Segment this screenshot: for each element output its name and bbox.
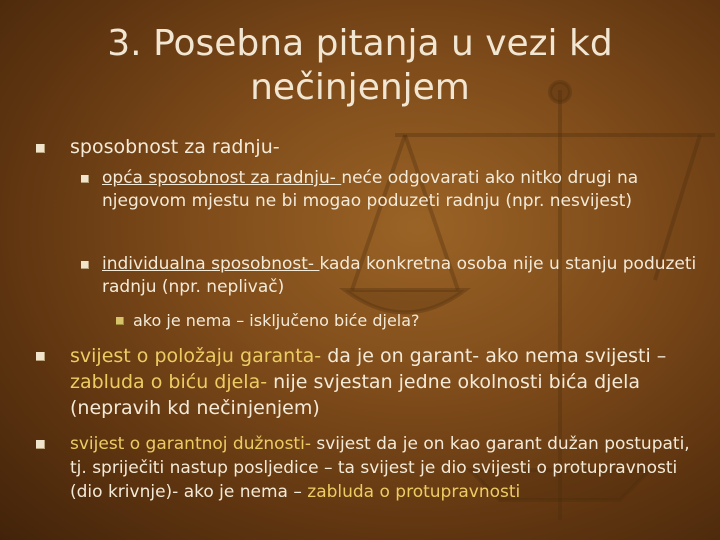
individual-capacity-text: kada konkretna osoba nije u stanju poduzeti radnju (npr. neplivač)	[102, 254, 697, 297]
title-line-2: nečinjenjem	[250, 67, 470, 108]
bullet-icon	[116, 317, 124, 325]
term-mistake-of-fact: zabluda o biću djela-	[70, 371, 268, 393]
bullet-icon	[36, 352, 45, 361]
bullet-icon	[36, 144, 45, 153]
term-individual-capacity: individualna sposobnost-	[102, 254, 320, 274]
list-item-guarantor-duty	[70, 432, 710, 504]
term-guarantor-position: svijest o položaju garanta-	[70, 345, 322, 367]
guarantor-position-text-1: da je on garant- ako nema svijesti –	[321, 345, 667, 367]
guarantor-position-text-2: nije svjestan jedne okolnosti bića djela (nepravih kd nečinjenjem)	[70, 371, 641, 419]
list-item-capacity: sposobnost za radnju-	[70, 136, 280, 158]
title-line-1: 3. Posebna pitanja u vezi kd	[107, 23, 613, 64]
term-general-capacity: opća sposobnost za radnju-	[102, 168, 342, 188]
general-capacity-text: neće odgovarati ako nitko drugi na njegovom mjestu ne bi mogao poduzeti radnju (npr. nesvijest)	[102, 168, 639, 211]
bullet-icon	[81, 261, 89, 269]
list-item-excluded: ako je nema – isključeno biće djela?	[133, 311, 420, 330]
list-item-general-capacity	[102, 167, 702, 213]
term-mistake-of-law: zabluda o protupravnosti	[307, 482, 521, 502]
list-item-individual-capacity	[102, 253, 702, 299]
term-guarantor-duty: svijest o garantnoj dužnosti-	[70, 434, 311, 454]
slide-title	[40, 22, 680, 110]
list-item-guarantor-position	[70, 343, 700, 421]
bullet-icon	[36, 440, 45, 449]
guarantor-duty-text: svijest da je on kao garant dužan postupati, tj. spriječiti nastup posljedice – ta svijest je dio svijesti o protupravnosti (dio krivnje)- ako je nema –	[70, 434, 690, 502]
bullet-icon	[81, 175, 89, 183]
